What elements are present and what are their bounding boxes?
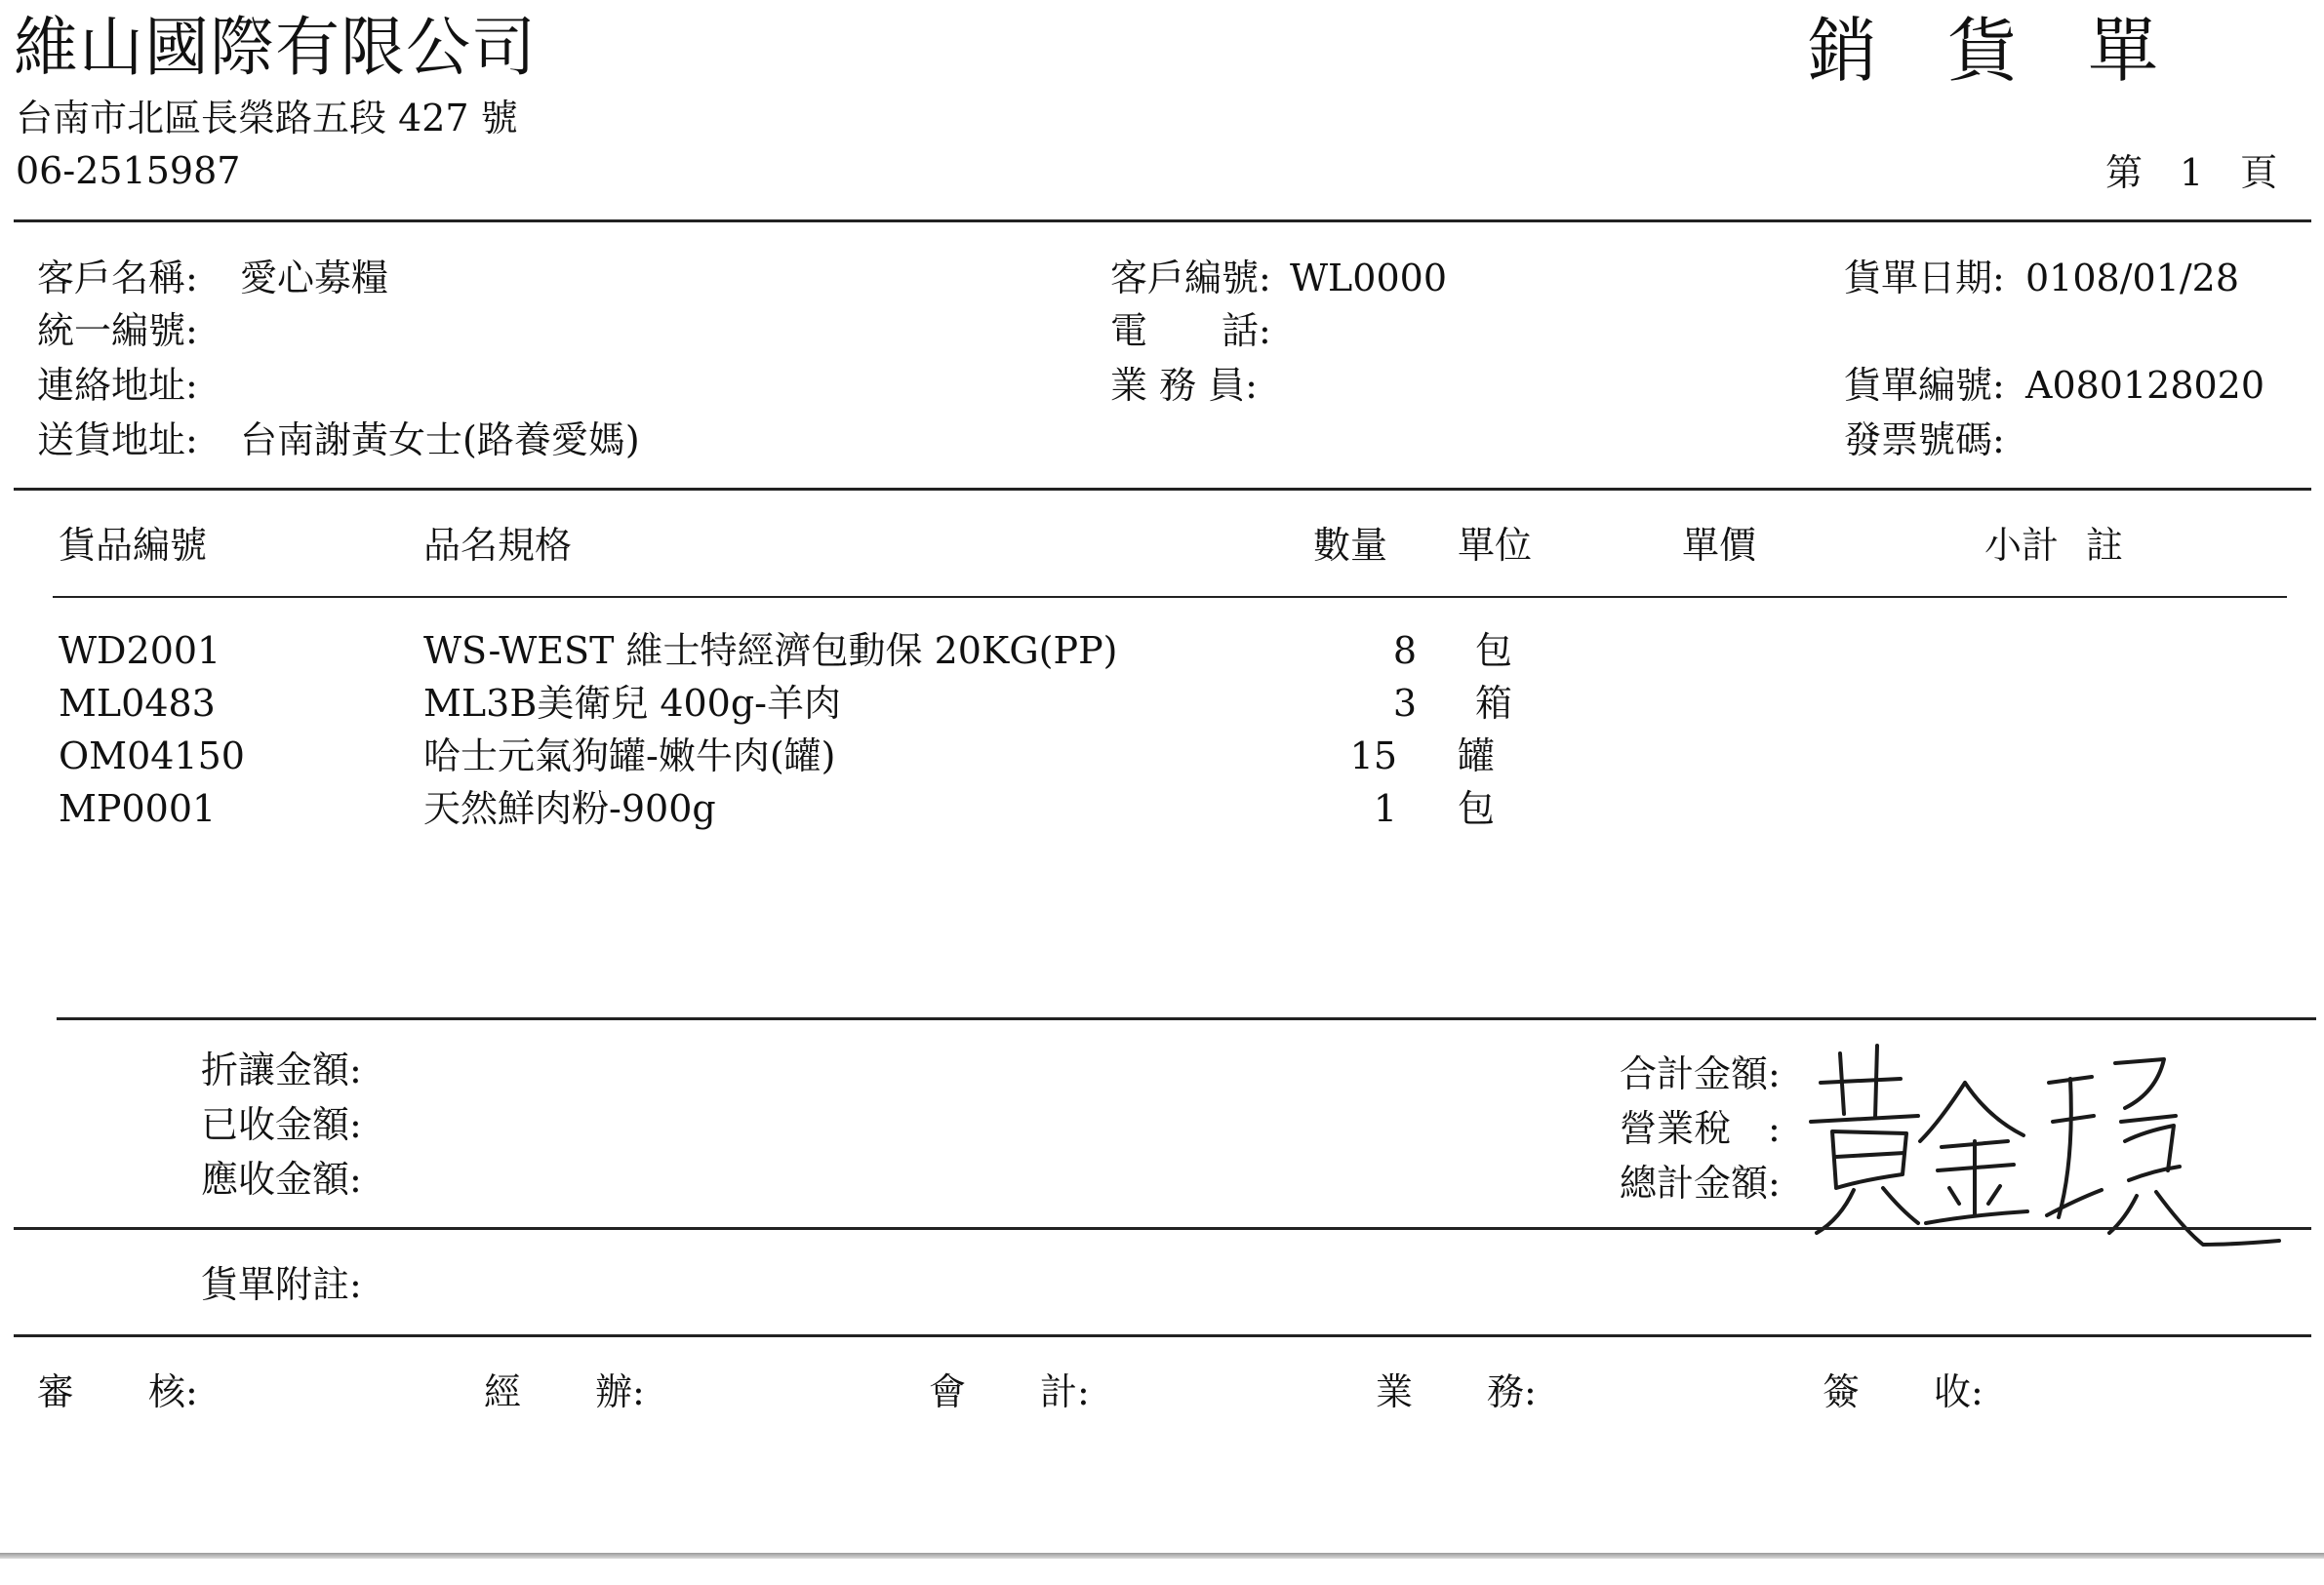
order-date-label: 貨單日期:	[1844, 257, 2005, 299]
customer-name-label: 客戶名稱:	[37, 257, 198, 299]
contact-address-label: 連絡地址:	[37, 364, 198, 407]
order-number-label: 貨單編號:	[1844, 364, 2005, 407]
item-code: MP0001	[59, 787, 217, 830]
salesperson-label: 業 務 員:	[1110, 364, 1258, 407]
item-unit: 包	[1475, 629, 1513, 672]
col-header-qty: 數量	[1313, 524, 1388, 567]
handwritten-signature	[1793, 1024, 2281, 1258]
item-qty: 1	[1373, 787, 1397, 830]
business-label: 業 務:	[1376, 1370, 1537, 1413]
company-address: 台南市北區長榮路五段 427 號	[16, 97, 518, 139]
item-qty: 8	[1392, 629, 1417, 672]
col-header-name: 品名規格	[423, 524, 573, 567]
tax-id-label: 統一編號:	[37, 309, 198, 352]
phone-label: 電 話:	[1110, 309, 1271, 352]
accounting-label: 會 計:	[929, 1370, 1090, 1413]
divider-totals	[57, 1017, 2316, 1020]
customer-name-value: 愛心募糧	[240, 257, 389, 299]
item-qty: 15	[1349, 734, 1397, 777]
received-amount-label: 已收金額:	[201, 1103, 362, 1146]
customer-id-label: 客戶編號:	[1110, 257, 1271, 299]
divider-customer	[14, 488, 2311, 491]
col-header-note: 註	[2086, 524, 2124, 567]
review-label: 審 核:	[37, 1370, 198, 1413]
divider-remarks	[14, 1227, 2311, 1230]
col-header-unit: 單位	[1458, 524, 1533, 567]
item-code: OM04150	[59, 734, 245, 777]
remarks-label: 貨單附註:	[201, 1263, 362, 1306]
handler-label: 經 辦:	[484, 1370, 645, 1413]
item-unit: 箱	[1475, 682, 1513, 725]
item-name: 天然鮮肉粉-900g	[423, 787, 716, 830]
order-number-value: A080128020	[2025, 364, 2265, 407]
discount-amount-label: 折讓金額:	[201, 1049, 362, 1091]
item-unit: 罐	[1458, 734, 1496, 777]
paper-bottom-edge	[0, 1553, 2324, 1559]
company-name: 維山國際有限公司	[14, 10, 537, 85]
customer-id-value: WL0000	[1290, 257, 1447, 299]
item-unit: 包	[1458, 787, 1496, 830]
order-date-value: 0108/01/28	[2025, 257, 2240, 299]
receive-signature-label: 簽 收:	[1823, 1370, 1983, 1413]
divider-signoff	[14, 1334, 2311, 1337]
document-title: 銷 貨 單	[1807, 10, 2159, 92]
company-phone: 06-2515987	[16, 149, 241, 192]
delivery-address-value: 台南謝黃女士(路養愛媽)	[240, 418, 640, 461]
sum-amount-label: 合計金額:	[1620, 1052, 1781, 1095]
grand-total-label: 總計金額:	[1620, 1162, 1781, 1205]
page-number: 第 1 頁	[2105, 151, 2278, 194]
item-name: ML3B美衛兒 400g-羊肉	[423, 682, 842, 725]
col-header-subtotal: 小計	[1984, 524, 2060, 567]
receivable-amount-label: 應收金額:	[201, 1158, 362, 1201]
item-name: WS-WEST 維士特經濟包動保 20KG(PP)	[423, 629, 1118, 672]
col-header-price: 單價	[1682, 524, 1757, 567]
delivery-address-label: 送貨地址:	[37, 418, 198, 461]
item-name: 哈士元氣狗罐-嫩牛肉(罐)	[423, 734, 836, 777]
divider-table-header	[53, 596, 2287, 598]
item-code: ML0483	[59, 682, 216, 725]
item-qty: 3	[1392, 682, 1417, 725]
invoice-number-label: 發票號碼:	[1844, 418, 2005, 461]
col-header-code: 貨品編號	[59, 524, 208, 567]
sales-tax-label: 營業稅 :	[1620, 1107, 1781, 1150]
item-code: WD2001	[59, 629, 221, 672]
divider-header	[14, 219, 2311, 222]
